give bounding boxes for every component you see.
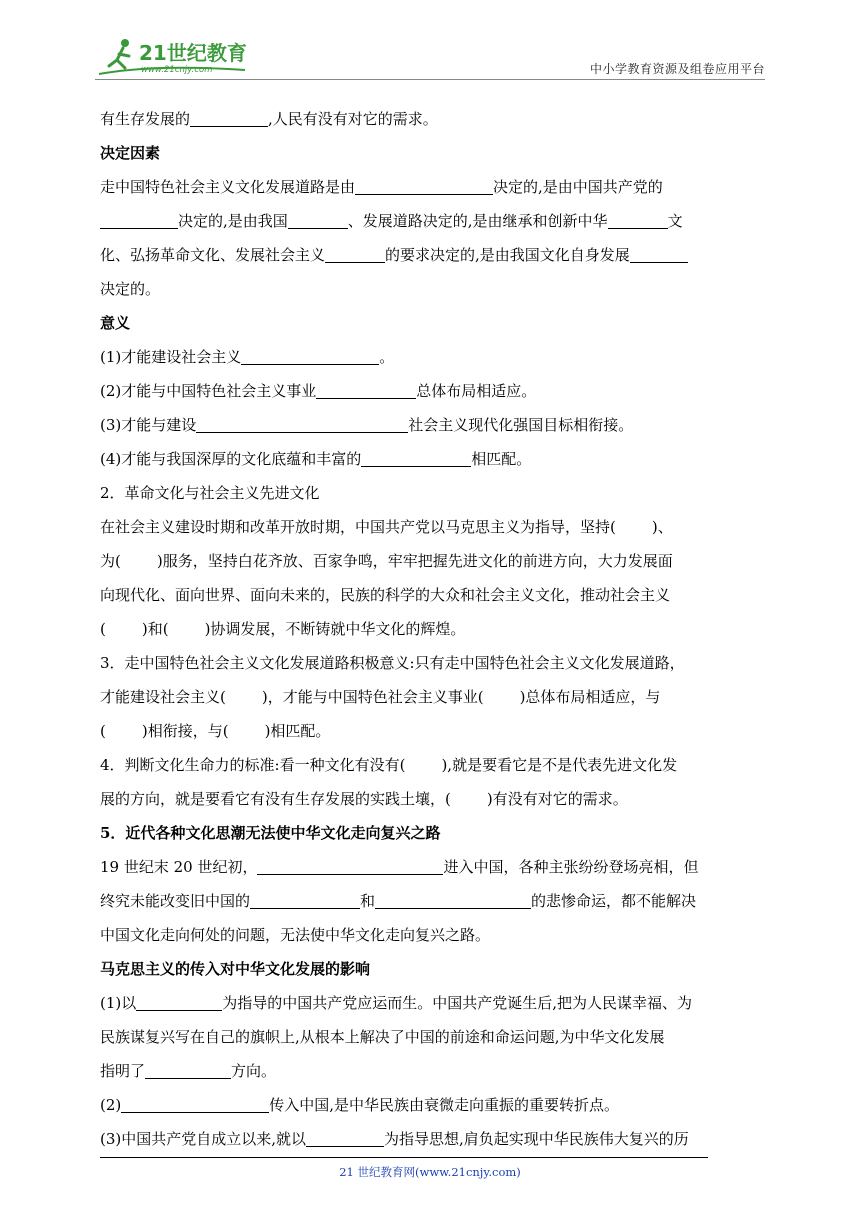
text-line: (1)以 为指导的中国共产党应运而生。中国共产党诞生后,把为人民谋幸福、为 bbox=[100, 994, 693, 1012]
section-heading: 马克思主义的传入对中华文化发展的影响 bbox=[100, 960, 371, 978]
fill-blank[interactable] bbox=[100, 212, 178, 229]
text-line: ( )相衔接，与( )相匹配。 bbox=[100, 722, 331, 740]
text-line: 终究未能改变旧中国的 和 的悲惨命运，都不能解决 bbox=[100, 892, 697, 910]
text-line: ( )和( )协调发展，不断铸就中华文化的辉煌。 bbox=[100, 620, 466, 638]
fill-blank[interactable] bbox=[355, 178, 493, 195]
text-line: (4)才能与我国深厚的文化底蕴和丰富的 相匹配。 bbox=[100, 450, 532, 468]
section-heading: 意义 bbox=[100, 314, 131, 332]
text-line: (2) 传入中国,是中华民族由衰微走向重振的重要转折点。 bbox=[100, 1096, 620, 1114]
fill-blank[interactable] bbox=[257, 858, 443, 875]
text-line: 民族谋复兴写在自己的旗帜上,从根本上解决了中国的前途和命运问题,为中华文化发展 bbox=[100, 1028, 665, 1046]
text-line: 决定的。 bbox=[100, 280, 161, 298]
text-line: 展的方向，就是要看它有没有生存发展的实践土壤，( )有没有对它的需求。 bbox=[100, 790, 628, 808]
text-line: (1)才能建设社会主义 。 bbox=[100, 348, 395, 366]
footer-divider bbox=[100, 1157, 708, 1158]
fill-blank[interactable] bbox=[190, 110, 268, 127]
fill-blank[interactable] bbox=[241, 348, 379, 365]
fill-blank[interactable] bbox=[288, 212, 348, 229]
fill-blank[interactable] bbox=[136, 994, 222, 1011]
fill-blank[interactable] bbox=[361, 450, 471, 467]
fill-blank[interactable] bbox=[145, 1062, 231, 1079]
text-line: 指明了 方向。 bbox=[100, 1062, 277, 1080]
logo-21cnjy bbox=[95, 34, 265, 78]
fill-blank[interactable] bbox=[375, 892, 531, 909]
fill-blank[interactable] bbox=[196, 416, 408, 433]
text-line: (2)才能与中国特色社会主义事业 总体布局相适应。 bbox=[100, 382, 537, 400]
section-heading: 5．近代各种文化思潮无法使中华文化走向复兴之路 bbox=[100, 824, 441, 842]
fill-blank[interactable] bbox=[325, 246, 385, 263]
text-line: 有生存发展的 ,人民有没有对它的需求。 bbox=[100, 110, 438, 128]
document-body bbox=[100, 102, 765, 1156]
text-line: 在社会主义建设时期和改革开放时期，中国共产党以马克思主义为指导，坚持( )、 bbox=[100, 518, 673, 536]
section-heading: 决定因素 bbox=[100, 144, 161, 162]
text-line: (3)中国共产党自成立以来,就以 为指导思想,肩负起实现中华民族伟大复兴的历 bbox=[100, 1130, 689, 1148]
page-footer[interactable]: 21 世纪教育网(www.21cnjy.com) bbox=[339, 1165, 521, 1179]
platform-slogan: 中小学教育资源及组卷应用平台 bbox=[589, 62, 765, 76]
text-line: (3)才能与建设 社会主义现代化强国目标相衔接。 bbox=[100, 416, 634, 434]
page-header bbox=[95, 30, 765, 78]
text-line: 19 世纪末 20 世纪初， 进入中国，各种主张纷纷登场亮相，但 bbox=[100, 858, 699, 876]
fill-blank[interactable] bbox=[306, 1130, 384, 1147]
fill-blank[interactable] bbox=[630, 246, 688, 263]
svg-text:21世纪教育: 21世纪教育 bbox=[139, 41, 247, 65]
text-line: 3．走中国特色社会主义文化发展道路积极意义:只有走中国特色社会主义文化发展道路， bbox=[100, 654, 685, 672]
text-line: 2．革命文化与社会主义先进文化 bbox=[100, 484, 320, 502]
text-line: 决定的,是由我国 、发展道路决定的,是由继承和创新中华 文 bbox=[100, 204, 765, 238]
fill-blank[interactable] bbox=[250, 892, 360, 909]
text-line: 向现代化、面向世界、面向未来的，民族的科学的大众和社会主义文化，推动社会主义 bbox=[100, 586, 671, 604]
text-line: 为( )服务，坚持白花齐放、百家争鸣，牢牢把握先进文化的前进方向，大力发展面 bbox=[100, 552, 673, 570]
fill-blank[interactable] bbox=[316, 382, 416, 399]
svg-text:www.21cnjy.com: www.21cnjy.com bbox=[141, 65, 213, 75]
text-line: 走中国特色社会主义文化发展道路是由 决定的,是由中国共产党的 bbox=[100, 178, 663, 196]
text-line: 化、弘扬革命文化、发展社会主义 的要求决定的,是由我国文化自身发展 bbox=[100, 238, 765, 272]
text-line: 4．判断文化生命力的标准:看一种文化有没有( ),就是要看它是不是代表先进文化发 bbox=[100, 756, 678, 774]
fill-blank[interactable] bbox=[608, 212, 668, 229]
fill-blank[interactable] bbox=[121, 1096, 269, 1113]
text-line: 才能建设社会主义( )，才能与中国特色社会主义事业( )总体布局相适应，与 bbox=[100, 688, 661, 706]
header-divider bbox=[95, 79, 765, 80]
text-line: 中国文化走向何处的问题，无法使中华文化走向复兴之路。 bbox=[100, 926, 491, 944]
